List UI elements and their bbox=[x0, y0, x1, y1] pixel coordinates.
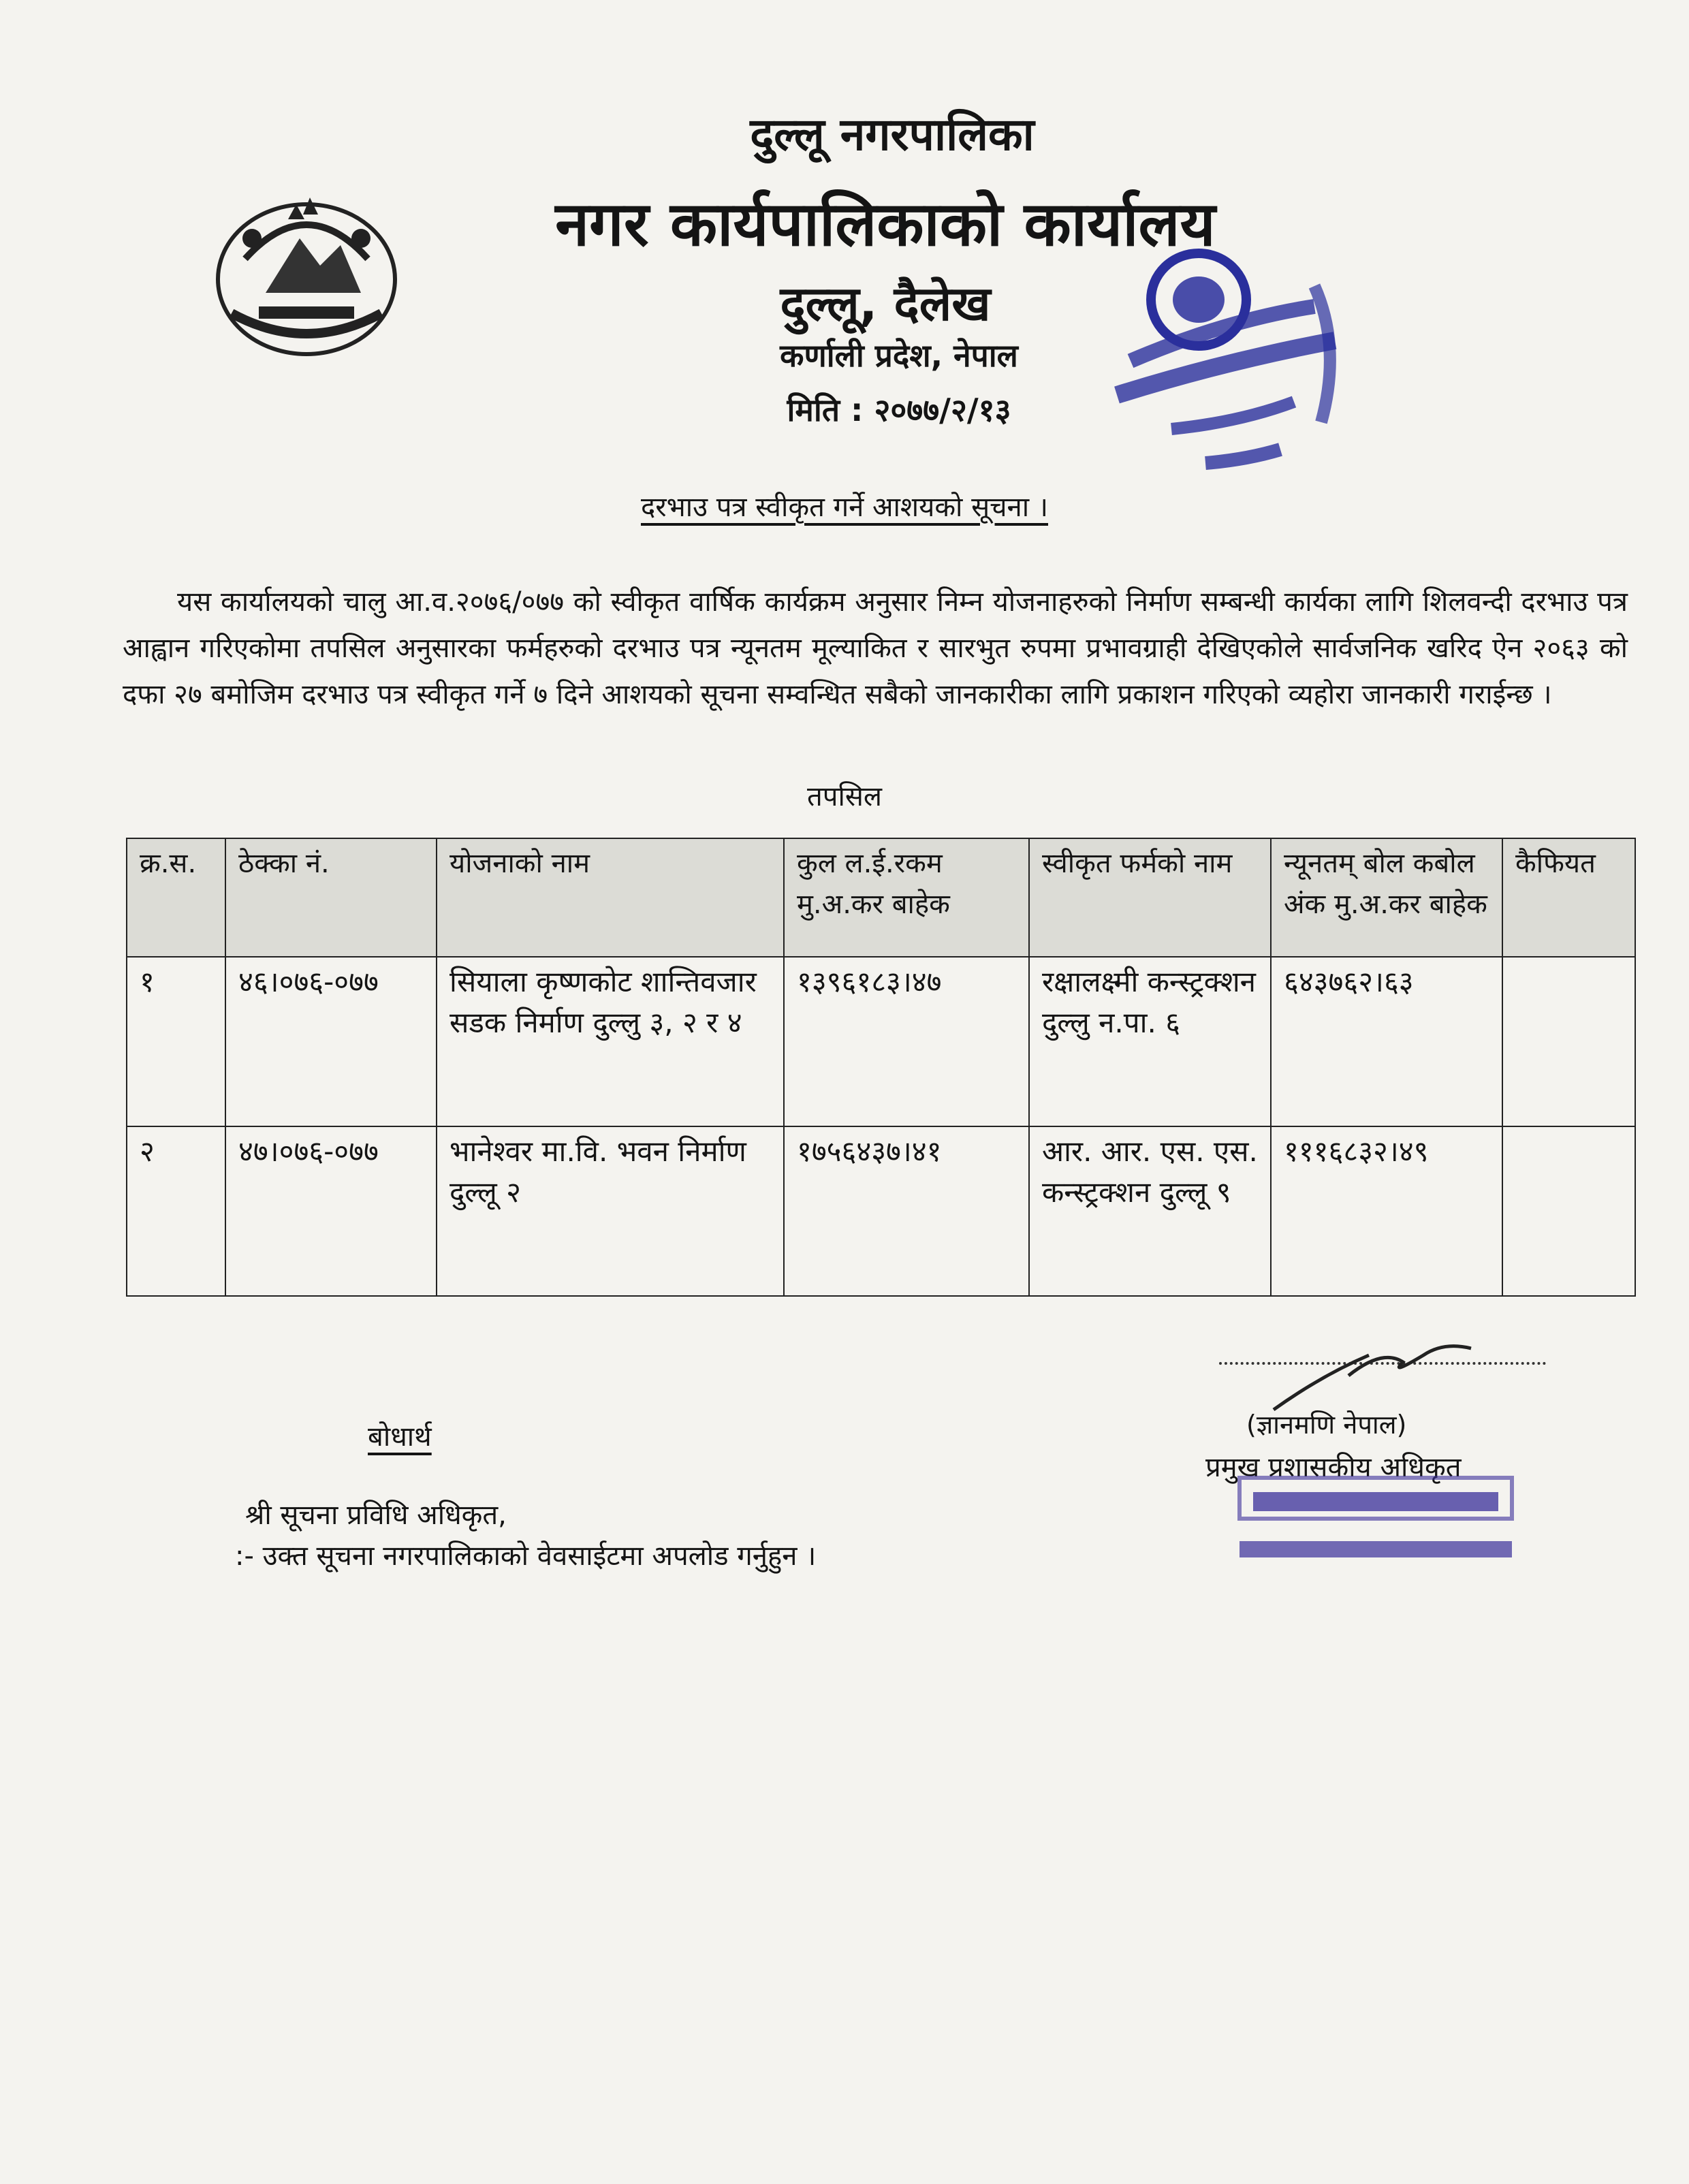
office-name: नगर कार्यपालिकाको कार्यालय bbox=[555, 189, 1216, 260]
cell-contract-no: ४६।०७६-०७७ bbox=[225, 957, 437, 1126]
table-row bbox=[127, 1126, 1635, 1296]
cell-project-name: सियाला कृष्णकोट शान्तिवजार सडक निर्माण दुल्लु ३, २ र ४ bbox=[437, 957, 784, 1126]
cell-project-name: भानेश्वर मा.वि. भवन निर्माण दुल्लू २ bbox=[437, 1126, 784, 1296]
bid-table bbox=[126, 838, 1636, 1297]
handwritten-signature bbox=[1267, 1335, 1485, 1417]
cc-label: बोधार्थ bbox=[368, 1421, 432, 1453]
name-stamp-icon bbox=[1226, 1471, 1539, 1573]
table-header-row bbox=[127, 838, 1635, 957]
office-seal-icon bbox=[1090, 245, 1376, 504]
header-cell: स्वीकृत फर्मको नाम bbox=[1029, 838, 1271, 957]
header-cell: कुल ल.ई.रकम मु.अ.कर बाहेक bbox=[784, 838, 1029, 957]
cc-recipient: श्री सूचना प्रविधि अधिकृत, bbox=[245, 1500, 507, 1531]
signer-name: (ज्ञानमणि नेपाल) bbox=[1246, 1410, 1407, 1440]
cell-serial: २ bbox=[127, 1126, 225, 1296]
cell-serial: १ bbox=[127, 957, 225, 1126]
cell-contract-no: ४७।०७६-०७७ bbox=[225, 1126, 437, 1296]
cell-estimate: १३९६१८३।४७ bbox=[784, 957, 1029, 1126]
office-place: दुल्लू, दैलेख bbox=[780, 276, 991, 332]
cell-firm-name: आर. आर. एस. एस. कन्स्ट्रक्शन दुल्लू ९ bbox=[1029, 1126, 1271, 1296]
table-row bbox=[127, 957, 1635, 1126]
cell-estimate: १७५६४३७।४१ bbox=[784, 1126, 1029, 1296]
cell-firm-name: रक्षालक्ष्मी कन्स्ट्रक्शन दुल्लु न.पा. ६ bbox=[1029, 957, 1271, 1126]
municipality-name: दुल्लू नगरपालिका bbox=[750, 108, 1035, 161]
cell-bid-amount: १११६८३२।४९ bbox=[1271, 1126, 1502, 1296]
date-line: मिति : २०७७/२/१३ bbox=[787, 392, 1011, 428]
header-cell: न्यूनतम् बोल कबोल अंक मु.अ.कर बाहेक bbox=[1271, 838, 1502, 957]
cell-remarks bbox=[1502, 957, 1635, 1126]
notice-body: यस कार्यालयको चालु आ.व.२०७६/०७७ को स्वीकृत वार्षिक कार्यक्रम अनुसार निम्न योजनाहरुको निर्माण सम्बन्धी कार्यका लागि शिलवन्दी दरभाउ पत्र आह्वान गरिएकोमा तपसिल अनुसारका फर्महरुको दरभाउ पत्र न्यूनतम मूल्याकित र सारभुत रुपमा प्रभावग्राही देखिएकोले सार्वजनिक खरिद ऐन २०६३ को दफा २७ बमोजिम दरभाउ पत्र स्वीकृत गर्ने ७ दिने आशयको सूचना सम्वन्धित सबैको जानकारीका लागि प्रकाशन गरिएको व्यहोरा जानकारी गराईन्छ । bbox=[123, 586, 1628, 710]
table-title: तपसिल bbox=[806, 781, 883, 812]
header-cell: कैफियत bbox=[1502, 838, 1635, 957]
cell-remarks bbox=[1502, 1126, 1635, 1296]
province-line: कर्णाली प्रदेश, नेपाल bbox=[780, 337, 1018, 374]
notice-subject: दरभाउ पत्र स्वीकृत गर्ने आशयको सूचना । bbox=[640, 492, 1048, 523]
signer-title: प्रमुख प्रशासकीय अधिकृत bbox=[1205, 1452, 1462, 1483]
header-cell: क्र.स. bbox=[127, 838, 225, 957]
header-cell: योजनाको नाम bbox=[437, 838, 784, 957]
cc-instruction: :- उक्त सूचना नगरपालिकाको वेवसाईटमा अपलोड गर्नुहुन । bbox=[235, 1540, 817, 1572]
header-cell: ठेक्का नं. bbox=[225, 838, 437, 957]
cell-bid-amount: ६४३७६२।६३ bbox=[1271, 957, 1502, 1126]
